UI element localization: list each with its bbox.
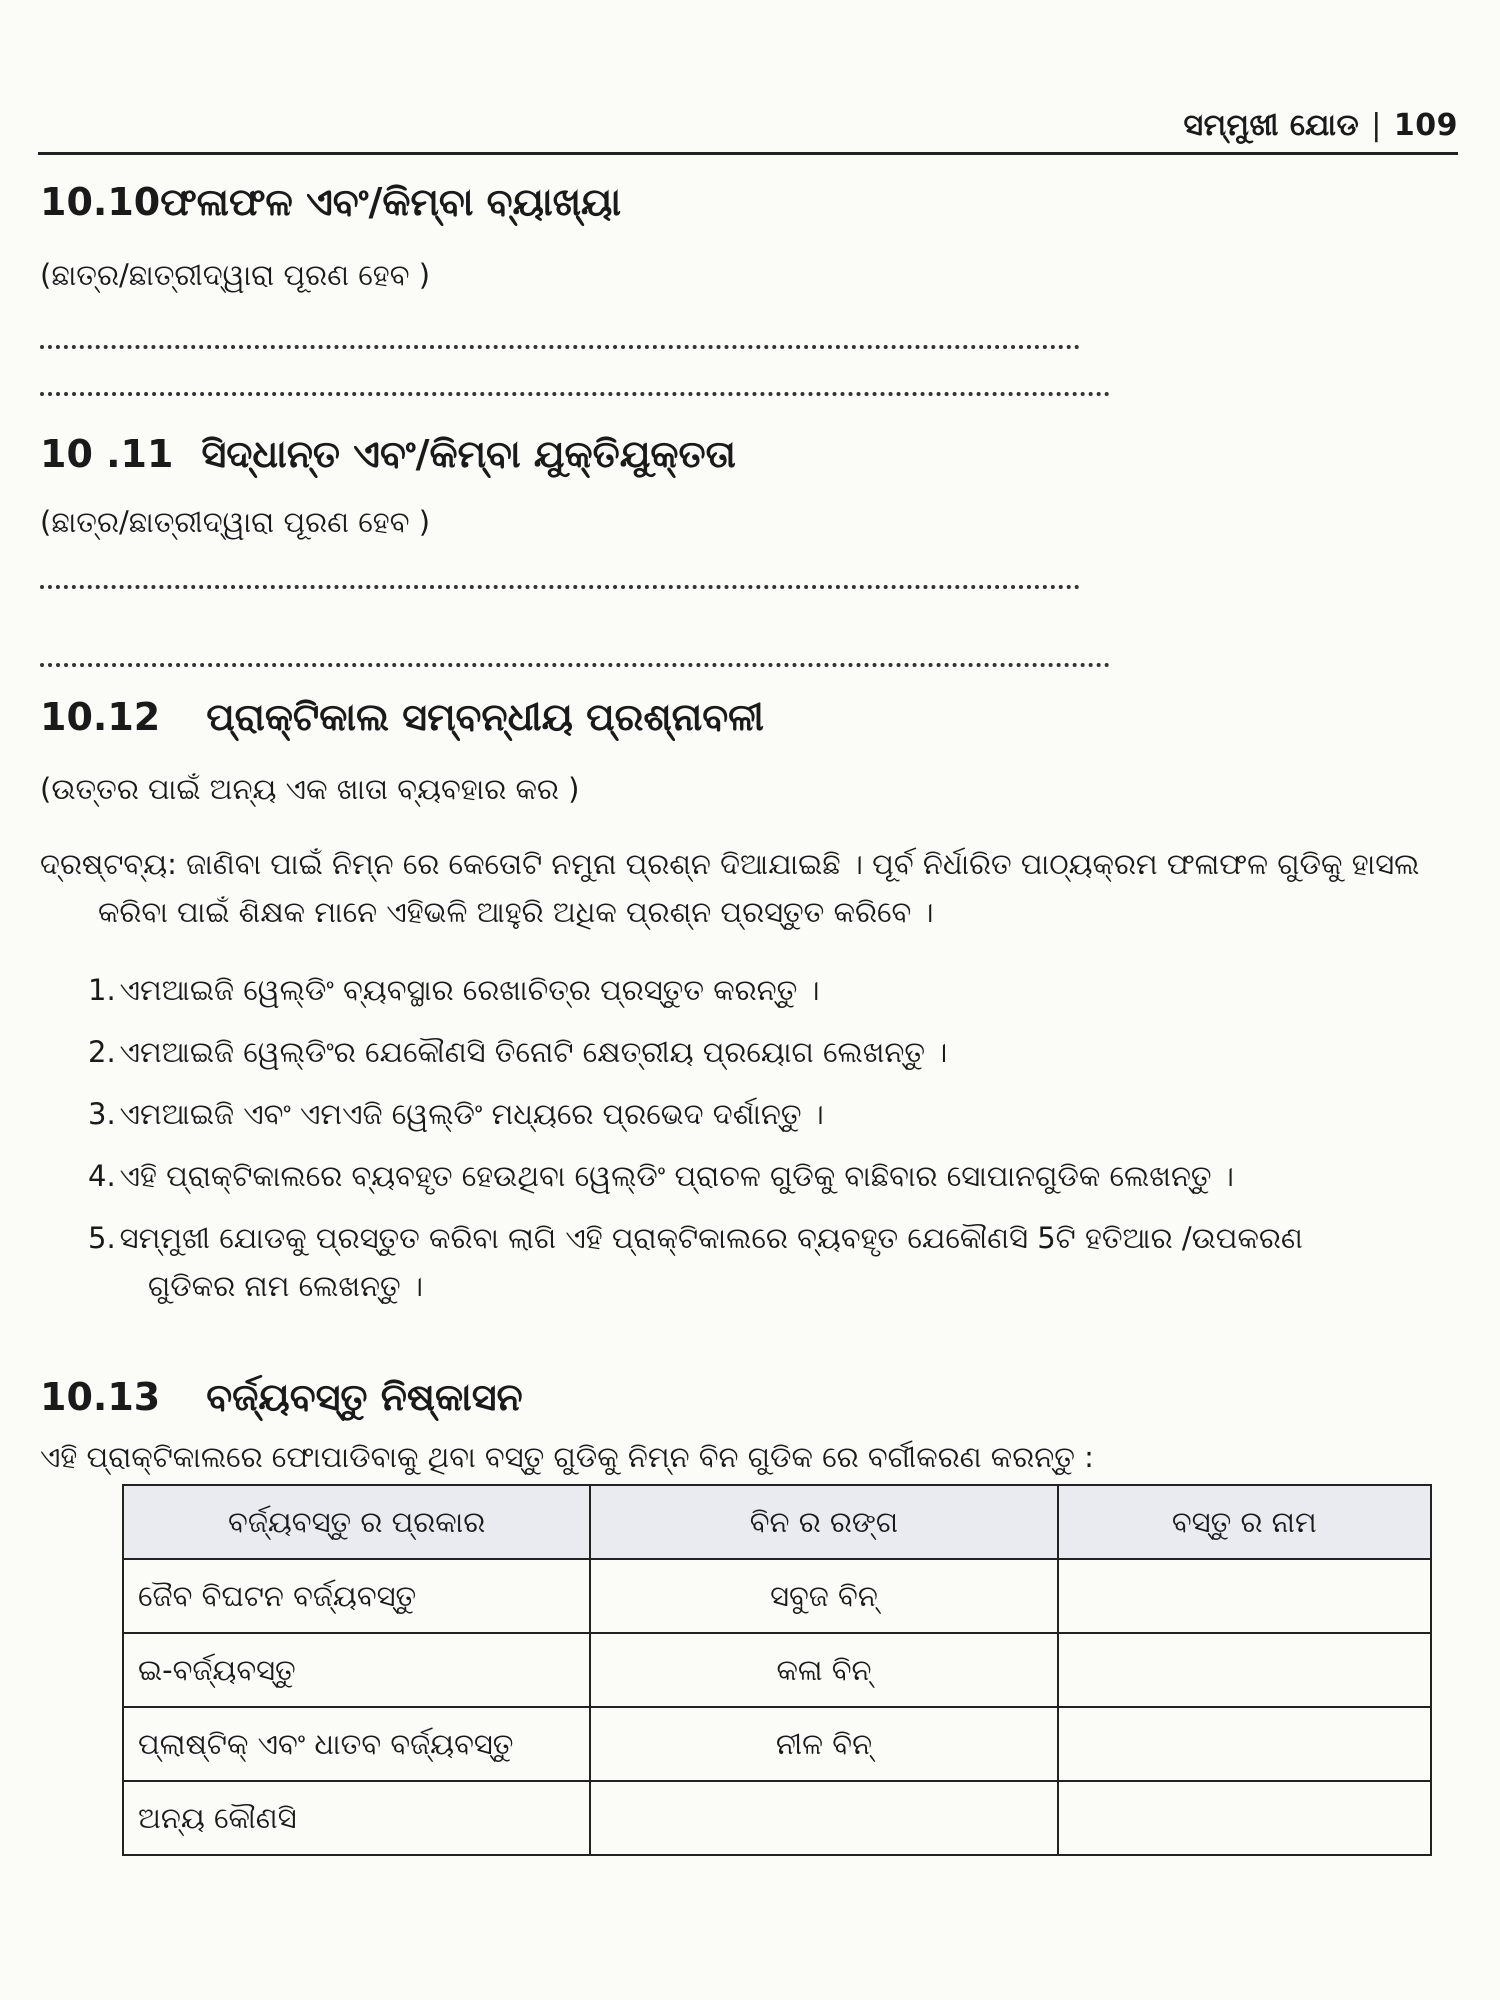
section-title: ପ୍ରାକ୍ଟିକାଲ ସମ୍ବନ୍ଧୀୟ ପ୍ରଶ୍ନାବଳୀ (206, 695, 764, 739)
section-title: ଫଳାଫଳ ଏବଂ/କିମ୍ବା ବ୍ୟାଖ୍ୟା (160, 180, 622, 224)
running-header (1184, 108, 1458, 143)
question-item (88, 1090, 1428, 1138)
section-10-10-note: (ଛାତ୍ର/ଛାତ୍ରୀଦ୍ୱାରା ପୂରଣ ହେବ ) (40, 258, 431, 292)
question-item (88, 1214, 1428, 1310)
section-10-11-heading (40, 432, 736, 477)
question-number: 2. (88, 1035, 116, 1069)
bin-colour-cell: ନୀଳ ବିନ୍ (590, 1707, 1057, 1781)
teacher-remark (40, 840, 1450, 936)
question-text: ସମ୍ମୁଖୀ ଯୋଡକୁ ପ୍ରସ୍ତୁତ କରିବା ଲାଗି ଏହି ପ୍ରାକ୍ଟିକାଲରେ ବ୍ୟବହୃତ ଯେକୌଣସି 5ଟି ହତିଆର /ଉପକରଣ (119, 1221, 1303, 1255)
answer-line (40, 345, 1080, 349)
answer-line (40, 663, 1110, 667)
column-header-waste-type: ବର୍ଜ୍ୟବସ୍ତୁ ର ପ୍ରକାର (123, 1485, 590, 1559)
table-row (123, 1707, 1431, 1781)
section-10-12-note: (ଉତ୍ତର ପାଇଁ ଅନ୍ୟ ଏକ ଖାତା ବ୍ୟବହାର କର ) (40, 772, 580, 806)
item-name-cell[interactable] (1058, 1633, 1431, 1707)
section-number: 10.12 (40, 695, 161, 739)
question-number: 3. (88, 1097, 116, 1131)
chapter-title: ସମ୍ମୁଖୀ ଯୋଡ (1183, 108, 1360, 143)
section-10-13-instruction: ଏହି ପ୍ରାକ୍ଟିକାଲରେ ଫୋପାଡିବାକୁ ଥିବା ବସ୍ତୁ ଗୁଡିକୁ ନିମ୍ନ ବିନ ଗୁଡିକ ରେ ବର୍ଗୀକରଣ କରନ୍ତୁ : (40, 1440, 1094, 1474)
bin-colour-cell[interactable] (590, 1781, 1057, 1855)
page-number: 109 (1393, 108, 1458, 143)
question-item (88, 1028, 1428, 1076)
remark-text: ଦ୍ରଷ୍ଟବ୍ୟ: ଜାଣିବା ପାଇଁ ନିମ୍ନ ରେ କେତୋଟି ନମୁନା ପ୍ରଶ୍ନ ଦିଆଯାଇଛି । ପୂର୍ବ ନିର୍ଧାରିତ ପାଠ୍ୟକ୍ରମ ଫଳାଫଳ ଗୁଡିକୁ ହାସଲ କରିବା ପାଇଁ ଶିକ୍ଷକ ମାନେ ଏହିଭଳି ଆହୁରି ଅଧିକ ପ୍ରଶ୍ନ ପ୍ରସ୍ତୁତ କରିବେ । (40, 847, 1420, 929)
header-rule (38, 152, 1458, 155)
item-name-cell[interactable] (1058, 1707, 1431, 1781)
header-separator: | (1371, 108, 1382, 143)
table-row (123, 1559, 1431, 1633)
column-header-bin-colour: ବିନ ର ରଙ୍ଗ (590, 1485, 1057, 1559)
section-10-13-heading (40, 1375, 523, 1420)
question-text: ଏମଆଇଜି ୱେଲ୍ଡିଂ ବ୍ୟବସ୍ଥାର ରେଖାଚିତ୍ର ପ୍ରସ୍ତୁତ କରନ୍ତୁ । (119, 973, 820, 1007)
question-text-continued: ଗୁଡିକର ନାମ ଲେଖନ୍ତୁ । (148, 1269, 423, 1303)
section-10-11-note: (ଛାତ୍ର/ଛାତ୍ରୀଦ୍ୱାରା ପୂରଣ ହେବ ) (40, 505, 431, 539)
waste-type-cell: ଇ-ବର୍ଜ୍ୟବସ୍ତୁ (123, 1633, 590, 1707)
bin-colour-cell: କଳା ବିନ୍ (590, 1633, 1057, 1707)
column-header-item-name: ବସ୍ତୁ ର ନାମ (1058, 1485, 1431, 1559)
question-text: ଏମଆଇଜି ୱେଲ୍ଡିଂର ଯେକୌଣସି ତିନୋଟି କ୍ଷେତ୍ରୀୟ ପ୍ରୟୋଗ ଲେଖନ୍ତୁ । (119, 1035, 948, 1069)
question-item (88, 966, 1428, 1014)
section-number: 10 .11 (40, 432, 174, 476)
waste-type-cell: ଅନ୍ୟ କୌଣସି (123, 1781, 590, 1855)
answer-line (40, 585, 1080, 589)
question-text: ଏମଆଇଜି ଏବଂ ଏମଏଜି ୱେଲ୍ଡିଂ ମଧ୍ୟରେ ପ୍ରଭେଦ ଦର୍ଶାନ୍ତୁ । (119, 1097, 824, 1131)
answer-line (40, 392, 1110, 396)
section-number: 10.10 (40, 180, 161, 224)
question-number: 1. (88, 973, 116, 1007)
bin-colour-cell: ସବୁଜ ବିନ୍ (590, 1559, 1057, 1633)
item-name-cell[interactable] (1058, 1559, 1431, 1633)
section-number: 10.13 (40, 1375, 161, 1419)
table-row (123, 1633, 1431, 1707)
section-10-12-heading (40, 695, 764, 740)
waste-type-cell: ଜୈବ ବିଘଟନ ବର୍ଜ୍ୟବସ୍ତୁ (123, 1559, 590, 1633)
waste-type-cell: ପ୍ଲାଷ୍ଟିକ୍ ଏବଂ ଧାତବ ବର୍ଜ୍ୟବସ୍ତୁ (123, 1707, 590, 1781)
section-10-10-heading (40, 180, 621, 225)
table-row (123, 1781, 1431, 1855)
question-item (88, 1152, 1428, 1200)
section-title: ବର୍ଜ୍ୟବସ୍ତୁ ନିଷ୍କାସନ (206, 1375, 523, 1419)
waste-disposal-table (122, 1484, 1432, 1856)
item-name-cell[interactable] (1058, 1781, 1431, 1855)
question-number: 5. (88, 1221, 116, 1255)
question-text: ଏହି ପ୍ରାକ୍ଟିକାଲରେ ବ୍ୟବହୃତ ହେଉଥିବା ୱେଲ୍ଡିଂ ପ୍ରାଚଳ ଗୁଡିକୁ ବାଛିବାର ସୋପାନଗୁଡିକ ଲେଖନ୍ତୁ । (119, 1159, 1234, 1193)
section-title: ସିଦ୍ଧାନ୍ତ ଏବଂ/କିମ୍ବା ଯୁକ୍ତିଯୁକ୍ତତା (201, 432, 736, 476)
question-list (88, 966, 1428, 1324)
question-number: 4. (88, 1159, 116, 1193)
table-header-row (123, 1485, 1431, 1559)
